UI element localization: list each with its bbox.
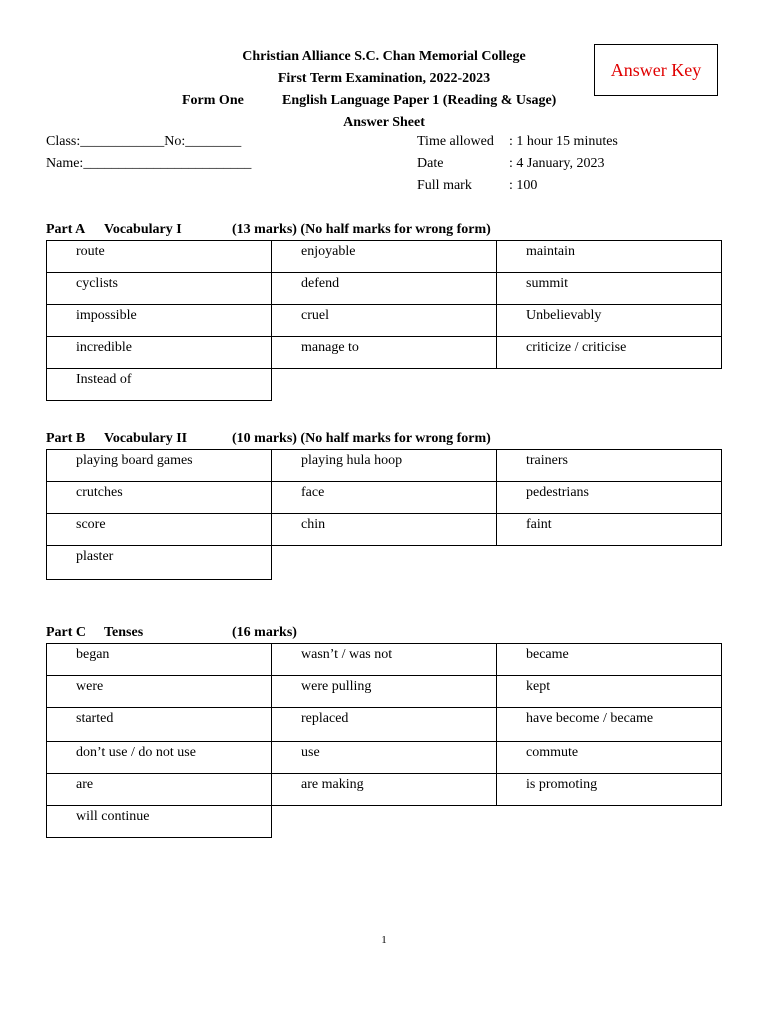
answer-cell: commute <box>497 742 722 774</box>
table-row <box>47 676 722 708</box>
table-row <box>47 644 722 676</box>
answer-cell: will continue <box>47 806 272 838</box>
student-info <box>46 131 251 175</box>
table-row <box>47 241 722 273</box>
answer-cell: started <box>47 708 272 742</box>
answer-cell: trainers <box>497 450 722 482</box>
date-value: : 4 January, 2023 <box>509 156 605 171</box>
answer-cell: kept <box>497 676 722 708</box>
answer-cell: maintain <box>497 241 722 273</box>
answer-cell: criticize / criticise <box>497 337 722 369</box>
empty-cell <box>497 546 722 580</box>
table-row <box>47 305 722 337</box>
page-number: 1 <box>381 934 387 946</box>
table-row <box>47 774 722 806</box>
class-number-field: Class:____________No:________ <box>46 134 242 149</box>
empty-cell <box>272 546 497 580</box>
answer-cell: defend <box>272 273 497 305</box>
part-c-table <box>46 643 722 838</box>
form-label: Form One <box>182 93 244 108</box>
answer-cell: have become / became <box>497 708 722 742</box>
answer-cell: crutches <box>47 482 272 514</box>
school-name: Christian Alliance S.C. Chan Memorial College <box>242 49 526 64</box>
time-allowed <box>417 131 618 153</box>
mark-value: : 100 <box>509 178 538 193</box>
time-value: : 1 hour 15 minutes <box>509 134 618 149</box>
exam-info <box>417 131 618 197</box>
answer-cell: playing hula hoop <box>272 450 497 482</box>
date-label: Date <box>417 156 444 171</box>
answer-cell: is promoting <box>497 774 722 806</box>
part-a-title <box>46 221 491 239</box>
table-row <box>47 806 722 838</box>
answer-cell: wasn’t / was not <box>272 644 497 676</box>
answer-cell: summit <box>497 273 722 305</box>
table-row <box>47 514 722 546</box>
mark-label: Full mark <box>417 178 472 193</box>
table-row <box>47 708 722 742</box>
answer-cell: replaced <box>272 708 497 742</box>
answer-cell: plaster <box>47 546 272 580</box>
answer-cell: Instead of <box>47 369 272 401</box>
table-row <box>47 337 722 369</box>
part-b-table <box>46 449 722 580</box>
answer-cell: use <box>272 742 497 774</box>
answer-cell: manage to <box>272 337 497 369</box>
empty-cell <box>497 369 722 401</box>
answer-cell: pedestrians <box>497 482 722 514</box>
answer-cell: incredible <box>47 337 272 369</box>
full-mark <box>417 175 618 197</box>
part-c-title <box>46 624 297 642</box>
answer-cell: were <box>47 676 272 708</box>
part-label: Part C <box>46 625 87 640</box>
answer-cell: began <box>47 644 272 676</box>
part-label: Part B <box>46 431 86 446</box>
answer-cell: are <box>47 774 272 806</box>
answer-cell: Unbelievably <box>497 305 722 337</box>
empty-cell <box>272 369 497 401</box>
answer-cell: cruel <box>272 305 497 337</box>
answer-cell: impossible <box>47 305 272 337</box>
empty-cell <box>272 806 497 838</box>
empty-cell <box>497 806 722 838</box>
part-label: Part A <box>46 222 86 237</box>
part-name: Vocabulary II <box>104 431 188 446</box>
part-name: Vocabulary I <box>104 222 182 237</box>
part-b-title <box>46 430 491 448</box>
answer-cell: playing board games <box>47 450 272 482</box>
table-row <box>47 546 722 580</box>
paper-title: English Language Paper 1 (Reading & Usage) <box>282 93 557 108</box>
answer-cell: were pulling <box>272 676 497 708</box>
table-row <box>47 450 722 482</box>
table-row <box>47 482 722 514</box>
answer-cell: enjoyable <box>272 241 497 273</box>
answer-cell: chin <box>272 514 497 546</box>
table-row <box>47 369 722 401</box>
answer-cell: became <box>497 644 722 676</box>
part-marks: (10 marks) (No half marks for wrong form) <box>232 431 491 446</box>
answer-cell: are making <box>272 774 497 806</box>
answer-cell: route <box>47 241 272 273</box>
answer-key-badge: Answer Key <box>594 44 718 96</box>
part-name: Tenses <box>104 625 144 640</box>
exam-date <box>417 153 618 175</box>
answer-cell: score <box>47 514 272 546</box>
part-a-table <box>46 240 722 401</box>
table-row <box>47 273 722 305</box>
table-row <box>47 742 722 774</box>
part-marks: (16 marks) <box>232 625 297 640</box>
answer-cell: don’t use / do not use <box>47 742 272 774</box>
part-marks: (13 marks) (No half marks for wrong form) <box>232 222 491 237</box>
sheet-title: Answer Sheet <box>343 115 425 130</box>
time-label: Time allowed <box>417 134 494 149</box>
name-field: Name:________________________ <box>46 156 252 171</box>
answer-cell: faint <box>497 514 722 546</box>
exam-title: First Term Examination, 2022-2023 <box>277 71 491 86</box>
answer-cell: face <box>272 482 497 514</box>
answer-cell: cyclists <box>47 273 272 305</box>
